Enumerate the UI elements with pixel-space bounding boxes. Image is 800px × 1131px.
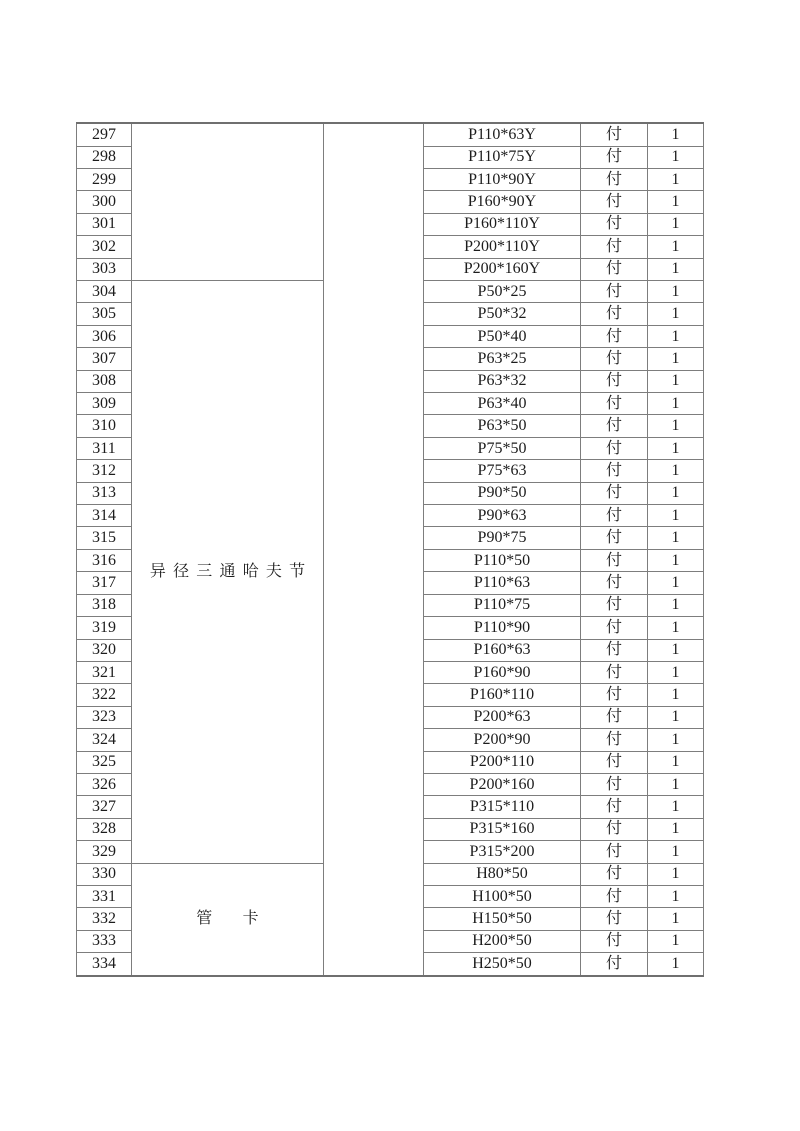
quantity-cell: 1 — [648, 393, 704, 415]
unit-cell: 付 — [581, 796, 648, 818]
spec-cell: P160*110Y — [424, 213, 581, 235]
table-body — [77, 123, 704, 976]
spec-cell: P110*63Y — [424, 123, 581, 146]
quantity-cell: 1 — [648, 684, 704, 706]
spec-cell: P200*90 — [424, 729, 581, 751]
spec-cell: P315*110 — [424, 796, 581, 818]
unit-cell: 付 — [581, 863, 648, 885]
spec-cell: P160*90 — [424, 661, 581, 683]
spec-cell: H150*50 — [424, 908, 581, 930]
quantity-cell: 1 — [648, 415, 704, 437]
quantity-cell: 1 — [648, 863, 704, 885]
quantity-cell: 1 — [648, 370, 704, 392]
unit-cell: 付 — [581, 661, 648, 683]
unit-cell: 付 — [581, 684, 648, 706]
row-number-cell: 314 — [77, 505, 132, 527]
quantity-cell: 1 — [648, 796, 704, 818]
unit-cell: 付 — [581, 773, 648, 795]
spec-cell: P200*160Y — [424, 258, 581, 280]
row-number-cell: 315 — [77, 527, 132, 549]
quantity-cell: 1 — [648, 751, 704, 773]
spec-cell: H80*50 — [424, 863, 581, 885]
quantity-cell: 1 — [648, 281, 704, 303]
quantity-cell: 1 — [648, 146, 704, 168]
unit-cell: 付 — [581, 258, 648, 280]
quantity-cell: 1 — [648, 437, 704, 459]
unit-cell: 付 — [581, 549, 648, 571]
row-number-cell: 301 — [77, 213, 132, 235]
quantity-cell: 1 — [648, 191, 704, 213]
quantity-cell: 1 — [648, 236, 704, 258]
spec-cell: P315*160 — [424, 818, 581, 840]
row-number-cell: 322 — [77, 684, 132, 706]
quantity-cell: 1 — [648, 303, 704, 325]
spec-cell: P200*63 — [424, 706, 581, 728]
row-number-cell: 328 — [77, 818, 132, 840]
spec-cell: P63*32 — [424, 370, 581, 392]
row-number-cell: 306 — [77, 325, 132, 347]
unit-cell: 付 — [581, 303, 648, 325]
quantity-cell: 1 — [648, 168, 704, 190]
spec-cell: P110*90Y — [424, 168, 581, 190]
unit-cell: 付 — [581, 751, 648, 773]
quantity-cell: 1 — [648, 617, 704, 639]
row-number-cell: 297 — [77, 123, 132, 146]
row-number-cell: 299 — [77, 168, 132, 190]
quantity-cell: 1 — [648, 549, 704, 571]
unit-cell: 付 — [581, 505, 648, 527]
row-number-cell: 330 — [77, 863, 132, 885]
row-number-cell: 329 — [77, 841, 132, 863]
quantity-cell: 1 — [648, 661, 704, 683]
row-number-cell: 316 — [77, 549, 132, 571]
row-number-cell: 303 — [77, 258, 132, 280]
quantity-cell: 1 — [648, 213, 704, 235]
row-number-cell: 326 — [77, 773, 132, 795]
spec-cell: P160*110 — [424, 684, 581, 706]
quantity-cell: 1 — [648, 818, 704, 840]
spec-cell: P63*25 — [424, 348, 581, 370]
parts-list-table — [76, 122, 704, 977]
unit-cell: 付 — [581, 281, 648, 303]
row-number-cell: 333 — [77, 930, 132, 952]
spec-cell: H100*50 — [424, 885, 581, 907]
unit-cell: 付 — [581, 393, 648, 415]
unit-cell: 付 — [581, 706, 648, 728]
spec-cell: H200*50 — [424, 930, 581, 952]
spec-cell: P110*90 — [424, 617, 581, 639]
spec-cell: P90*50 — [424, 482, 581, 504]
spec-cell: P90*63 — [424, 505, 581, 527]
row-number-cell: 311 — [77, 437, 132, 459]
empty-middle-cell — [324, 123, 424, 976]
quantity-cell: 1 — [648, 325, 704, 347]
row-number-cell: 304 — [77, 281, 132, 303]
spec-cell: P63*50 — [424, 415, 581, 437]
spec-cell: P50*32 — [424, 303, 581, 325]
row-number-cell: 332 — [77, 908, 132, 930]
unit-cell: 付 — [581, 146, 648, 168]
spec-cell: P160*90Y — [424, 191, 581, 213]
row-number-cell: 331 — [77, 885, 132, 907]
row-number-cell: 298 — [77, 146, 132, 168]
unit-cell: 付 — [581, 729, 648, 751]
row-number-cell: 324 — [77, 729, 132, 751]
spec-cell: P160*63 — [424, 639, 581, 661]
unit-cell: 付 — [581, 617, 648, 639]
spec-cell: P200*110 — [424, 751, 581, 773]
unit-cell: 付 — [581, 953, 648, 976]
row-number-cell: 312 — [77, 460, 132, 482]
row-number-cell: 305 — [77, 303, 132, 325]
spec-cell: P110*75 — [424, 594, 581, 616]
quantity-cell: 1 — [648, 885, 704, 907]
unit-cell: 付 — [581, 348, 648, 370]
spec-cell: P75*50 — [424, 437, 581, 459]
unit-cell: 付 — [581, 482, 648, 504]
row-number-cell: 300 — [77, 191, 132, 213]
unit-cell: 付 — [581, 818, 648, 840]
unit-cell: 付 — [581, 908, 648, 930]
spec-cell: P200*110Y — [424, 236, 581, 258]
row-number-cell: 317 — [77, 572, 132, 594]
row-number-cell: 325 — [77, 751, 132, 773]
quantity-cell: 1 — [648, 930, 704, 952]
unit-cell: 付 — [581, 930, 648, 952]
row-number-cell: 307 — [77, 348, 132, 370]
quantity-cell: 1 — [648, 908, 704, 930]
unit-cell: 付 — [581, 841, 648, 863]
row-number-cell: 309 — [77, 393, 132, 415]
unit-cell: 付 — [581, 123, 648, 146]
unit-cell: 付 — [581, 191, 648, 213]
quantity-cell: 1 — [648, 505, 704, 527]
row-number-cell: 302 — [77, 236, 132, 258]
unit-cell: 付 — [581, 460, 648, 482]
unit-cell: 付 — [581, 572, 648, 594]
quantity-cell: 1 — [648, 773, 704, 795]
quantity-cell: 1 — [648, 572, 704, 594]
unit-cell: 付 — [581, 236, 648, 258]
spec-cell: P110*63 — [424, 572, 581, 594]
row-number-cell: 327 — [77, 796, 132, 818]
unit-cell: 付 — [581, 415, 648, 437]
item-name-cell: 异径三通哈夫节 — [132, 281, 324, 864]
spec-cell: P90*75 — [424, 527, 581, 549]
unit-cell: 付 — [581, 325, 648, 347]
quantity-cell: 1 — [648, 841, 704, 863]
spec-cell: P200*160 — [424, 773, 581, 795]
quantity-cell: 1 — [648, 706, 704, 728]
item-name-cell: 管 卡 — [132, 863, 324, 976]
unit-cell: 付 — [581, 213, 648, 235]
row-number-cell: 321 — [77, 661, 132, 683]
unit-cell: 付 — [581, 437, 648, 459]
spec-cell: P110*50 — [424, 549, 581, 571]
quantity-cell: 1 — [648, 482, 704, 504]
unit-cell: 付 — [581, 370, 648, 392]
row-number-cell: 334 — [77, 953, 132, 976]
spec-cell: P50*25 — [424, 281, 581, 303]
quantity-cell: 1 — [648, 639, 704, 661]
spec-cell: P63*40 — [424, 393, 581, 415]
spec-cell: H250*50 — [424, 953, 581, 976]
row-number-cell: 319 — [77, 617, 132, 639]
spec-cell: P110*75Y — [424, 146, 581, 168]
unit-cell: 付 — [581, 885, 648, 907]
quantity-cell: 1 — [648, 953, 704, 976]
spec-cell: P50*40 — [424, 325, 581, 347]
quantity-cell: 1 — [648, 594, 704, 616]
quantity-cell: 1 — [648, 258, 704, 280]
row-number-cell: 308 — [77, 370, 132, 392]
spec-cell: P75*63 — [424, 460, 581, 482]
unit-cell: 付 — [581, 639, 648, 661]
quantity-cell: 1 — [648, 123, 704, 146]
item-name-cell — [132, 123, 324, 281]
quantity-cell: 1 — [648, 460, 704, 482]
row-number-cell: 313 — [77, 482, 132, 504]
table-row — [77, 123, 704, 146]
unit-cell: 付 — [581, 168, 648, 190]
quantity-cell: 1 — [648, 527, 704, 549]
row-number-cell: 318 — [77, 594, 132, 616]
quantity-cell: 1 — [648, 348, 704, 370]
spec-cell: P315*200 — [424, 841, 581, 863]
row-number-cell: 320 — [77, 639, 132, 661]
row-number-cell: 310 — [77, 415, 132, 437]
row-number-cell: 323 — [77, 706, 132, 728]
quantity-cell: 1 — [648, 729, 704, 751]
unit-cell: 付 — [581, 527, 648, 549]
unit-cell: 付 — [581, 594, 648, 616]
